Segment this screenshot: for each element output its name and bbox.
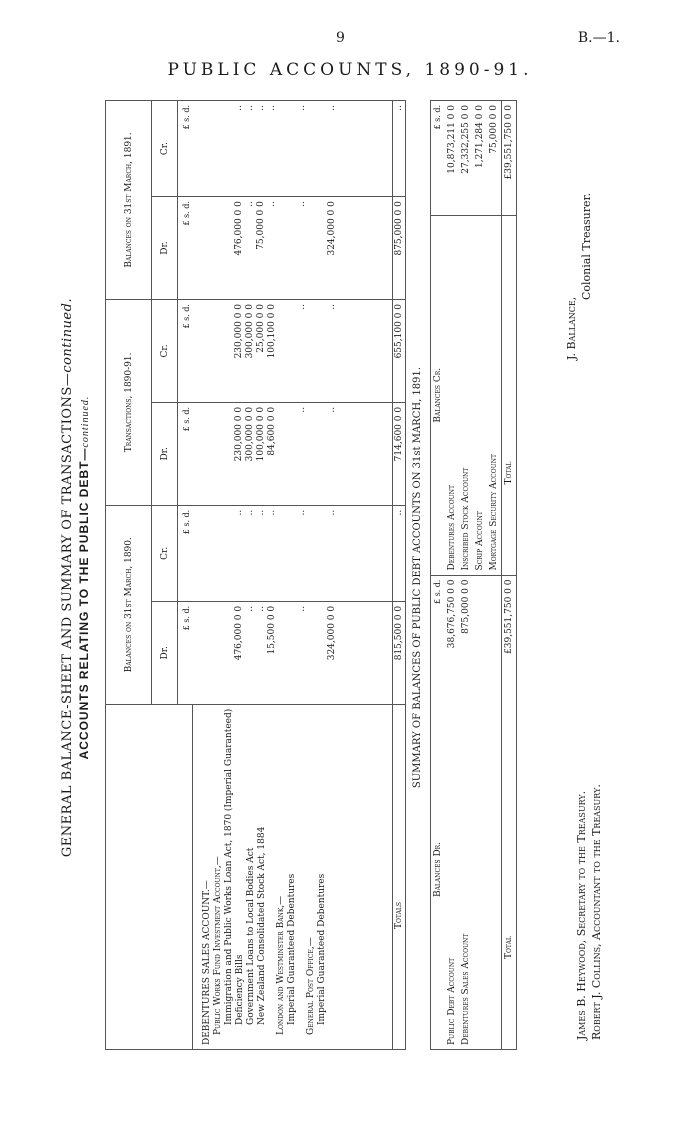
cell-value: .. <box>267 201 277 207</box>
table-row <box>487 101 502 1050</box>
values-1891-dr <box>192 197 392 300</box>
table-row <box>445 101 459 1050</box>
total-value: 815,500 0 0 <box>392 601 405 704</box>
summary-value: 875,000 0 0 <box>461 579 471 634</box>
running-title: PUBLIC ACCOUNTS, 1890-91. <box>167 60 533 80</box>
group-header-transactions: Transactions, 1890-91. <box>106 300 152 506</box>
cell-value: .. <box>245 105 255 111</box>
cell-value: .. <box>267 105 277 111</box>
summary-total-value: £39,551,750 0 0 <box>502 101 517 216</box>
row-labels <box>192 704 392 1049</box>
cell-value: 476,000 0 0 <box>234 605 244 661</box>
cell-value: .. <box>327 406 337 413</box>
document-reference: B.—1. <box>577 30 620 46</box>
summary-total-row <box>502 101 517 1050</box>
main-title-text: GENERAL BALANCE-SHEET AND SUMMARY OF TRANSACTIONS— <box>60 372 75 858</box>
summary-table <box>430 100 517 1050</box>
cell-value: .. <box>234 105 244 111</box>
values-1890-dr <box>192 601 392 704</box>
row-label: London and Westminster Bank,— <box>275 895 286 1035</box>
subtitle <box>77 95 91 1060</box>
row-label: General Post Office,— <box>305 937 316 1035</box>
totals-label: Totals <box>392 704 405 1049</box>
summary-label: Inscribed Stock Account <box>459 215 473 575</box>
col-cr: Cr. <box>152 505 178 601</box>
cell-value: .. <box>297 201 307 207</box>
cell-value: .. <box>267 509 277 516</box>
subtitle-text: ACCOUNTS RELATING TO THE PUBLIC DEBT— <box>77 447 91 760</box>
col-dr: Dr. <box>152 197 178 300</box>
units: £ s. d. <box>433 579 442 605</box>
values-1890-cr <box>192 505 392 601</box>
values-transactions-cr <box>192 300 392 403</box>
cell-value: .. <box>245 509 255 516</box>
group-header-1891: Balances on 31st March, 1891. <box>106 101 152 300</box>
table-row <box>192 101 392 1050</box>
cell-value: 25,000 0 0 <box>256 304 266 353</box>
units: £ s. d. <box>431 101 446 216</box>
row-label: DEBENTURES SALES ACCOUNT.— <box>201 880 212 1045</box>
main-title <box>60 95 75 1060</box>
cell-value: .. <box>297 406 307 413</box>
total-value: 875,000 0 0 <box>392 197 405 300</box>
page-number: 9 <box>336 30 345 46</box>
cell-value: .. <box>245 605 255 612</box>
summary-title: SUMMARY OF BALANCES OF PUBLIC DEBT ACCOUNTS ON 31st MARCH, 1891. <box>412 366 423 789</box>
row-label: Imperial Guaranteed Debentures <box>286 873 297 1025</box>
col-dr: Dr. <box>152 601 178 704</box>
units: £ s. d. <box>178 402 193 505</box>
summary-label: Public Debt Account <box>447 957 457 1045</box>
cell-value: .. <box>297 105 307 111</box>
cell-value: .. <box>297 509 307 516</box>
cell-value: 75,000 0 0 <box>256 201 266 250</box>
cell-value: .. <box>256 509 266 516</box>
cell-value: 230,000 0 0 <box>234 304 244 359</box>
total-value: 714,600 0 0 <box>392 402 405 505</box>
summary-label: Debentures Account <box>445 215 459 575</box>
cell-value: .. <box>245 201 255 207</box>
cell-value: 476,000 0 0 <box>234 201 244 256</box>
cell-value: 300,000 0 0 <box>245 406 255 462</box>
cell-value: .. <box>256 105 266 111</box>
col-cr: Cr. <box>152 300 178 403</box>
signature-treasurer-name: J. Ballance, <box>565 296 578 360</box>
rotated-content <box>60 95 650 1060</box>
col-cr: Cr. <box>152 101 178 197</box>
cell-value: .. <box>297 605 307 612</box>
values-1891-cr <box>192 101 392 197</box>
summary-value: 1,271,284 0 0 <box>473 101 487 216</box>
summary-total-label: Total <box>502 215 517 575</box>
total-value: .. <box>392 505 405 601</box>
row-label: New Zealand Consolidated Stock Act, 1884 <box>256 826 267 1025</box>
cell-value: 230,000 0 0 <box>234 406 244 462</box>
values-transactions-dr <box>192 402 392 505</box>
total-value: 655,100 0 0 <box>392 300 405 403</box>
description-header <box>106 704 193 1049</box>
col-dr: Dr. <box>152 402 178 505</box>
summary-label: Scrip Account <box>473 215 487 575</box>
cell-value: 324,000 0 0 <box>327 201 337 256</box>
cell-value: .. <box>234 509 244 516</box>
summary-value: 75,000 0 0 <box>487 101 502 216</box>
cell-value: 84,600 0 0 <box>267 406 277 456</box>
group-header-1890: Balances on 31st March, 1890. <box>106 505 152 704</box>
units: £ s. d. <box>178 601 193 704</box>
totals-row <box>392 101 405 1050</box>
row-label: Imperial Guaranteed Debentures <box>316 873 327 1025</box>
summary-label: Mortgage Security Account <box>487 215 502 575</box>
summary-value: 38,676,750 0 0 <box>447 579 457 649</box>
units: £ s. d. <box>178 101 193 197</box>
cell-value: .. <box>297 304 307 310</box>
row-label: Government Loans to Local Bodies Act <box>245 847 256 1025</box>
row-label: Immigration and Public Works Loan Act, 1870 (Imperial Guaranteed) <box>223 708 234 1025</box>
cell-value: 100,100 0 0 <box>267 304 277 359</box>
cell-value: 324,000 0 0 <box>327 605 337 661</box>
cell-value: .. <box>256 605 266 612</box>
row-label: Deficiency Bills <box>234 954 245 1025</box>
cell-value: 100,000 0 0 <box>256 406 266 462</box>
cell-value: .. <box>327 105 337 111</box>
table-row <box>473 101 487 1050</box>
summary-total-label: Total <box>502 690 517 1050</box>
units: £ s. d. <box>178 505 193 601</box>
total-value: .. <box>392 101 405 197</box>
summary-dr-header: Balances Dr. <box>433 841 443 898</box>
units: £ s. d. <box>178 197 193 300</box>
table-row <box>459 101 473 1050</box>
summary-value: 27,332,255 0 0 <box>459 101 473 216</box>
subtitle-italic: continued. <box>80 395 91 448</box>
units: £ s. d. <box>178 300 193 403</box>
summary-total-value: £39,551,750 0 0 <box>502 575 517 690</box>
cell-value: 300,000 0 0 <box>245 304 255 359</box>
main-title-italic: continued. <box>60 297 75 373</box>
summary-value: 10,873,211 0 0 <box>445 101 459 216</box>
cell-value: .. <box>327 509 337 516</box>
signature-treasurer-title: Colonial Treasurer. <box>580 192 593 300</box>
summary-label: Debentures Sales Account <box>461 933 471 1045</box>
summary-cr-header: Balances Cr. <box>431 215 446 575</box>
row-label: Public Works Fund Investment Account,— <box>212 856 223 1035</box>
cell-value: .. <box>327 304 337 310</box>
signature-accountant: Robert J. Collins, Accountant to the Treasury. <box>590 784 603 1040</box>
signature-secretary: James B. Heywood, Secretary to the Treasury. <box>575 790 588 1040</box>
transactions-table <box>105 100 406 1050</box>
cell-value: 15,500 0 0 <box>267 605 277 655</box>
